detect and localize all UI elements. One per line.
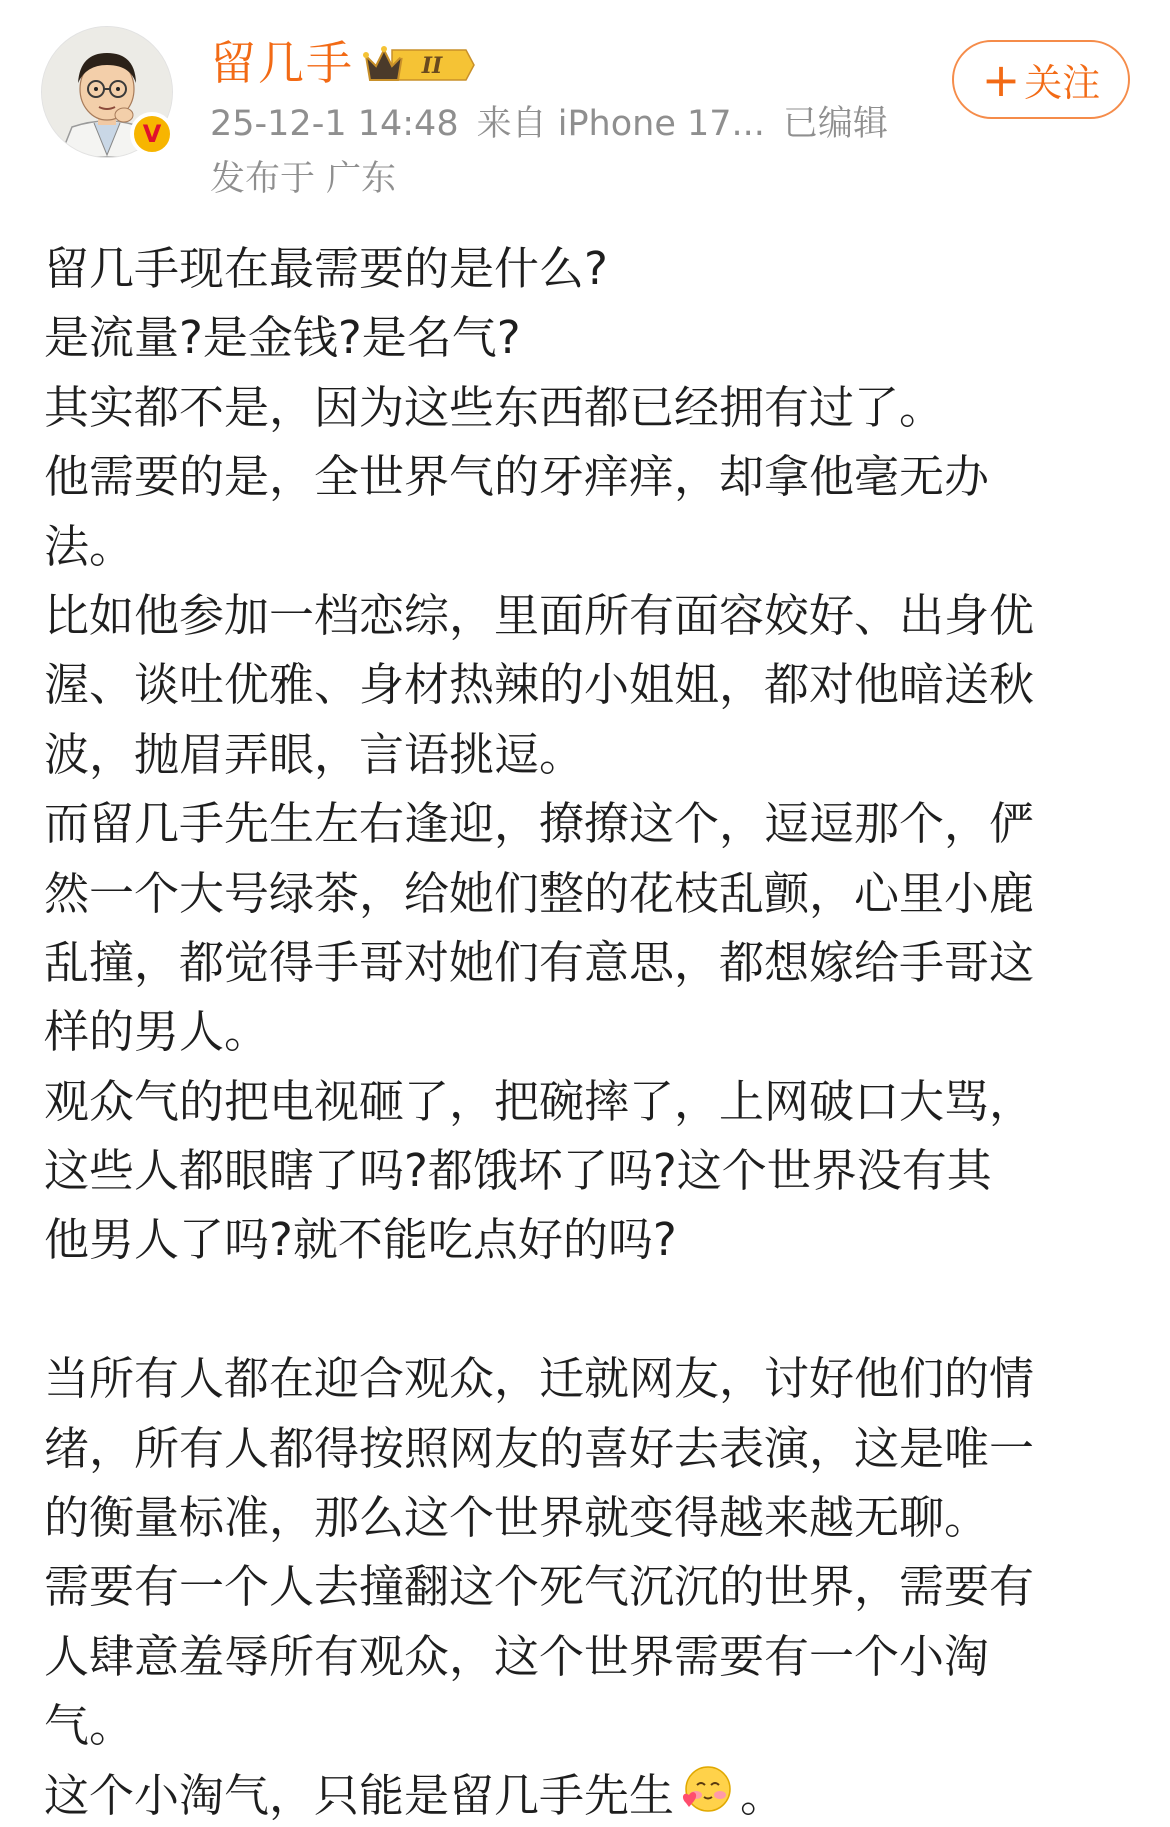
crown-level-badge-icon	[362, 40, 477, 90]
post-last-line-text: 这个小淘气，只能是留几手先生	[44, 1768, 675, 1822]
post-line: 乱撞，都觉得手哥对她们有意思，都想嫁给手哥这	[44, 935, 1035, 989]
follow-button[interactable]	[952, 40, 1130, 119]
post-meta	[210, 101, 906, 147]
edited-label[interactable]: 已编辑	[782, 104, 888, 144]
post-line: 法。	[44, 519, 135, 573]
post-line: 气。	[44, 1699, 135, 1753]
verified-badge-icon: V	[130, 112, 174, 156]
post-source: 来自 iPhone 17...	[476, 104, 765, 144]
post-location: 发布于 广东	[210, 159, 397, 199]
post-line: 他男人了吗?就不能吃点好的吗?	[44, 1213, 677, 1267]
post-line: 绪，所有人都得按照网友的喜好去表演，这是唯一	[44, 1421, 1035, 1475]
post-line: 他需要的是，全世界气的牙痒痒，却拿他毫无办	[44, 450, 990, 504]
shy-face-emoji-icon	[678, 1763, 734, 1819]
post-line: 波，抛眉弄眼，言语挑逗。	[44, 727, 585, 781]
paragraph-gap	[44, 1275, 1134, 1344]
post-line: 是流量?是金钱?是名气?	[44, 311, 521, 365]
post-last-line	[44, 1761, 1134, 1827]
level-badge-label: II	[421, 53, 443, 79]
post-line: 这些人都眼瞎了吗?都饿坏了吗?这个世界没有其	[44, 1144, 992, 1198]
post-line: 观众气的把电视砸了，把碗摔了，上网破口大骂，	[44, 1074, 1035, 1128]
post-line: 需要有一个人去撞翻这个死气沉沉的世界，需要有	[44, 1560, 1035, 1614]
post-timestamp: 25-12-1 14:48	[210, 104, 459, 144]
post-line: 留几手现在最需要的是什么?	[44, 242, 608, 295]
post-line: 比如他参加一档恋综，里面所有面容姣好、出身优	[44, 588, 1035, 642]
post-line: 然一个大号绿茶，给她们整的花枝乱颤，心里小鹿	[44, 866, 1035, 920]
plus-icon: +	[981, 52, 1021, 107]
user-name[interactable]: 留几手	[210, 36, 354, 90]
post-line: 的衡量标准，那么这个世界就变得越来越无聊。	[44, 1491, 990, 1545]
post-body	[44, 234, 1134, 1827]
post-line: 渥、谈吐优雅、身材热辣的小姐姐，都对他暗送秋	[44, 658, 1035, 712]
post-header	[0, 0, 1170, 210]
post-last-line-period: 。	[740, 1768, 786, 1822]
follow-button-label: 关注	[1024, 61, 1101, 105]
post-line: 人肆意羞辱所有观众，这个世界需要有一个小淘	[44, 1629, 990, 1683]
post-line: 其实都不是，因为这些东西都已经拥有过了。	[44, 380, 945, 434]
post-line: 当所有人都在迎合观众，迁就网友，讨好他们的情	[44, 1352, 1035, 1406]
post-line: 而留几手先生左右逢迎，撩撩这个，逗逗那个，俨	[44, 797, 1035, 851]
post-line: 样的男人。	[44, 1005, 270, 1059]
